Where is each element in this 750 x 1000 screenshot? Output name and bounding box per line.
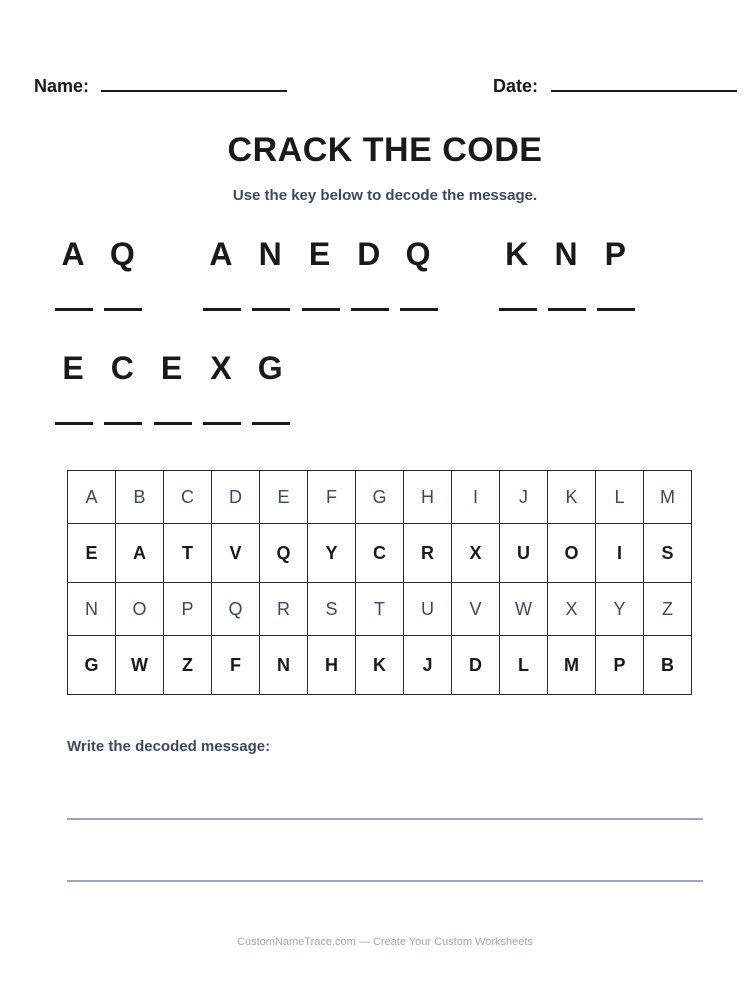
- answer-blank[interactable]: [55, 308, 93, 311]
- code-cell: [250, 234, 290, 274]
- code-cell: [53, 348, 93, 388]
- answer-blank[interactable]: [252, 422, 290, 425]
- key-plain-letter: T: [356, 583, 404, 636]
- key-cipher-letter: L: [500, 636, 548, 695]
- key-cipher-letter: Q: [260, 524, 308, 583]
- key-cipher-letter: F: [212, 636, 260, 695]
- key-cipher-letter: B: [644, 636, 692, 695]
- code-cell: [546, 234, 586, 274]
- code-letter: P: [604, 236, 626, 272]
- key-cipher-letter: A: [116, 524, 164, 583]
- key-plain-letter: M: [644, 471, 692, 524]
- code-cell: [349, 234, 389, 274]
- name-label: Name:: [34, 76, 90, 96]
- code-cell: [201, 234, 241, 274]
- date-line[interactable]: [551, 90, 737, 92]
- key-plain-letter: F: [308, 471, 356, 524]
- code-letter: E: [62, 350, 84, 386]
- code-letter: G: [257, 350, 283, 386]
- key-cipher-letter: V: [212, 524, 260, 583]
- code-letter: Q: [109, 236, 135, 272]
- key-row-plain: [68, 471, 692, 524]
- key-cipher-letter: D: [452, 636, 500, 695]
- code-letter: K: [505, 236, 529, 272]
- code-cell: [398, 234, 438, 274]
- code-cell: [497, 234, 537, 274]
- key-plain-letter: B: [116, 471, 164, 524]
- instructions: Use the key below to decode the message.: [232, 187, 538, 204]
- key-plain-letter: A: [68, 471, 116, 524]
- key-plain-letter: I: [452, 471, 500, 524]
- answer-blank[interactable]: [154, 422, 192, 425]
- key-cipher-letter: S: [644, 524, 692, 583]
- code-cell: [53, 234, 93, 274]
- write-label: Write the decoded message:: [67, 738, 271, 755]
- answer-blank[interactable]: [597, 308, 635, 311]
- key-row-cipher: [68, 524, 692, 583]
- answer-line-1[interactable]: [67, 818, 703, 820]
- key-plain-letter: C: [164, 471, 212, 524]
- code-cell: [250, 348, 290, 388]
- key-plain-letter: K: [548, 471, 596, 524]
- page-title: CRACK THE CODE: [227, 131, 543, 169]
- code-cell: [201, 348, 241, 388]
- code-letter: X: [210, 350, 232, 386]
- key-cipher-letter: J: [404, 636, 452, 695]
- answer-blank[interactable]: [203, 308, 241, 311]
- key-cipher-letter: C: [356, 524, 404, 583]
- answer-blank[interactable]: [400, 308, 438, 311]
- code-cell: [152, 348, 192, 388]
- key-cipher-letter: N: [260, 636, 308, 695]
- answer-blank[interactable]: [548, 308, 586, 311]
- key-plain-letter: R: [260, 583, 308, 636]
- key-cipher-letter: K: [356, 636, 404, 695]
- key-cipher-letter: U: [500, 524, 548, 583]
- key-plain-letter: H: [404, 471, 452, 524]
- key-plain-letter: Y: [596, 583, 644, 636]
- code-letter: C: [110, 350, 134, 386]
- cipher-key-table: [67, 470, 692, 695]
- code-letter: Q: [405, 236, 431, 272]
- code-letter: N: [258, 236, 282, 272]
- answer-blank[interactable]: [252, 308, 290, 311]
- code-letter: N: [554, 236, 578, 272]
- key-plain-letter: L: [596, 471, 644, 524]
- key-plain-letter: W: [500, 583, 548, 636]
- code-letter: A: [61, 236, 85, 272]
- key-cipher-letter: W: [116, 636, 164, 695]
- key-cipher-letter: O: [548, 524, 596, 583]
- key-plain-letter: O: [116, 583, 164, 636]
- answer-blank[interactable]: [203, 422, 241, 425]
- answer-line-2[interactable]: [67, 880, 703, 882]
- answer-blank[interactable]: [499, 308, 537, 311]
- answer-blank[interactable]: [302, 308, 340, 311]
- key-plain-letter: Q: [212, 583, 260, 636]
- key-cipher-letter: R: [404, 524, 452, 583]
- code-letter: A: [209, 236, 233, 272]
- code-letter: E: [308, 236, 331, 272]
- key-cipher-letter: T: [164, 524, 212, 583]
- code-letter: D: [357, 236, 381, 272]
- answer-blank[interactable]: [55, 422, 93, 425]
- key-plain-letter: J: [500, 471, 548, 524]
- code-cell: [102, 234, 142, 274]
- key-cipher-letter: X: [452, 524, 500, 583]
- answer-blank[interactable]: [351, 308, 389, 311]
- key-plain-letter: U: [404, 583, 452, 636]
- answer-blank[interactable]: [104, 422, 142, 425]
- key-cipher-letter: G: [68, 636, 116, 695]
- key-cipher-letter: Z: [164, 636, 212, 695]
- key-plain-letter: S: [308, 583, 356, 636]
- code-cell: [300, 234, 340, 274]
- key-cipher-letter: M: [548, 636, 596, 695]
- key-plain-letter: E: [260, 471, 308, 524]
- code-cell: [595, 234, 635, 274]
- key-cipher-letter: I: [596, 524, 644, 583]
- date-label: Date:: [493, 76, 539, 96]
- key-cipher-letter: H: [308, 636, 356, 695]
- key-plain-letter: P: [164, 583, 212, 636]
- code-cell: [102, 348, 142, 388]
- key-plain-letter: Z: [644, 583, 692, 636]
- key-row-cipher: [68, 636, 692, 695]
- key-row-plain: [68, 583, 692, 636]
- name-line[interactable]: [101, 90, 287, 92]
- code-letter: E: [160, 350, 183, 386]
- key-cipher-letter: Y: [308, 524, 356, 583]
- key-plain-letter: D: [212, 471, 260, 524]
- key-cipher-letter: E: [68, 524, 116, 583]
- footer-credit: CustomNameTrace.com — Create Your Custom Worksheets: [237, 936, 533, 948]
- key-plain-letter: G: [356, 471, 404, 524]
- answer-blank[interactable]: [104, 308, 142, 311]
- key-plain-letter: N: [68, 583, 116, 636]
- key-plain-letter: V: [452, 583, 500, 636]
- key-cipher-letter: P: [596, 636, 644, 695]
- key-plain-letter: X: [548, 583, 596, 636]
